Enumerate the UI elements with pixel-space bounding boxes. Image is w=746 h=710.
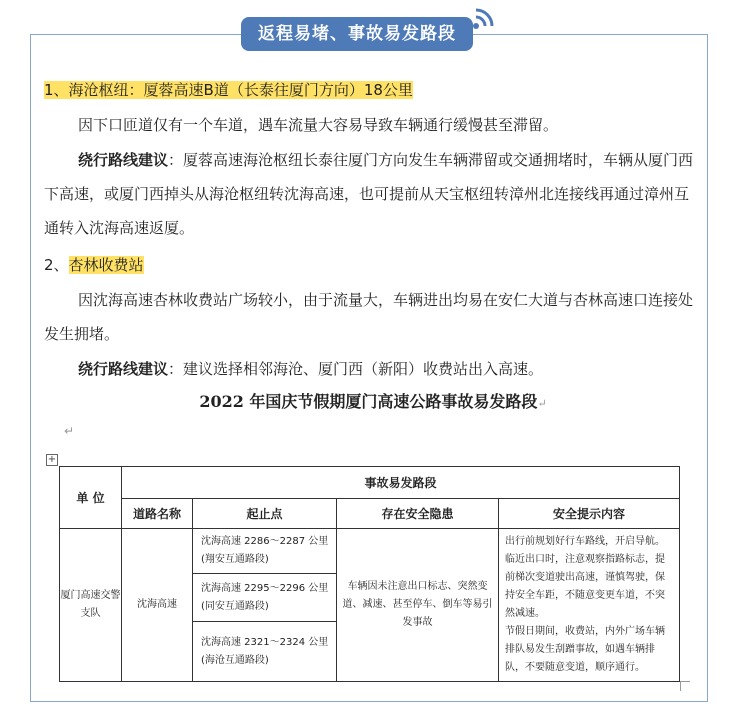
range-line1: 沈海高速 2295～2296 公里 — [201, 582, 329, 594]
cell-range — [193, 529, 337, 574]
range-line1: 沈海高速 2286～2287 公里 — [201, 536, 329, 547]
section1-heading: 1、海沧枢纽：厦蓉高速B道（长泰往厦门方向）18公里 — [44, 81, 413, 99]
table-subheader-row — [60, 499, 680, 529]
header-group: 事故易发路段 — [122, 467, 680, 499]
page-corner-mark — [680, 681, 690, 691]
header-range: 起止点 — [193, 499, 337, 529]
section2-advice-label: 绕行路线建议 — [78, 360, 169, 378]
table-header-row — [60, 467, 680, 499]
cell-road: 沈海高速 — [122, 529, 193, 682]
section1-heading-line — [44, 73, 694, 107]
section1-advice-text: ：厦蓉高速海沧枢纽长泰往厦门方向发生车辆滞留或交通拥堵时，车辆从厦门西下高速，或厦门西掉头从海沧枢纽转沈海高速，也可提前从天宝枢纽转漳州北连接线再通过漳州互通转入沈海高速返厦。 — [44, 151, 694, 237]
section2-heading: 杏林收费站 — [68, 256, 144, 274]
range-line2: (翔安互通路段) — [201, 554, 269, 565]
section1-advice — [44, 143, 694, 245]
cell-tip — [499, 529, 680, 682]
accident-table — [59, 466, 680, 682]
section2-heading-line — [44, 248, 694, 282]
cell-risk: 车辆因未注意出口标志、突然变道、减速、甚至停车、倒车等易引发事故 — [337, 529, 499, 682]
cell-range — [193, 574, 337, 622]
signal-icon — [470, 2, 500, 32]
header-tip: 安全提示内容 — [499, 499, 680, 529]
return-mark: ↵ — [64, 424, 75, 438]
section2-desc: 因沈海高速杏林收费站广场较小，由于流量大，车辆进出均易在安仁大道与杏林高速口连接处发生拥堵。 — [44, 291, 694, 343]
section2-advice-text: ：建议选择相邻海沧、厦门西（新阳）收费站出入高速。 — [168, 360, 544, 378]
cell-unit: 厦门高速交警支队 — [60, 529, 122, 682]
section2-advice — [44, 352, 694, 386]
document-title-text: 2022 年国庆节假期厦门高速公路事故易发路段 — [199, 392, 538, 411]
header-unit: 单 位 — [60, 467, 122, 529]
header-road: 道路名称 — [122, 499, 193, 529]
section1-desc: 因下口匝道仅有一个车道，遇车流量大容易导致车辆通行缓慢甚至滞留。 — [78, 116, 559, 134]
section2-number: 2、 — [44, 256, 69, 274]
section-title: 返程易堵、事故易发路段 — [258, 24, 456, 44]
range-line2: (海沧互通路段) — [201, 654, 269, 666]
table-move-handle-icon[interactable]: + — [47, 454, 57, 465]
tip-paragraph-1: 出行前规划好行车路线，开启导航。临近出口时，注意观察指路标志，提前梯次变道驶出高速，谨慎驾驶，保持安全车距，不随意变更车道，不突然减速。 — [505, 536, 665, 619]
section1-advice-label: 绕行路线建议 — [78, 151, 169, 169]
section-title-badge — [241, 17, 473, 51]
range-line1: 沈海高速 2321～2324 公里 — [201, 636, 329, 648]
paragraph-mark: ↵ — [537, 397, 547, 410]
range-line2: (同安互通路段) — [201, 600, 269, 612]
cell-range — [193, 622, 337, 682]
tip-paragraph-2: 节假日期间，收费站，内外广场车辆排队易发生刮蹭事故，如遇车辆排队，不要随意变道，顺序通行。 — [505, 626, 665, 673]
header-risk: 存在安全隐患 — [337, 499, 499, 529]
document-title — [0, 389, 746, 412]
table-row — [60, 529, 680, 574]
